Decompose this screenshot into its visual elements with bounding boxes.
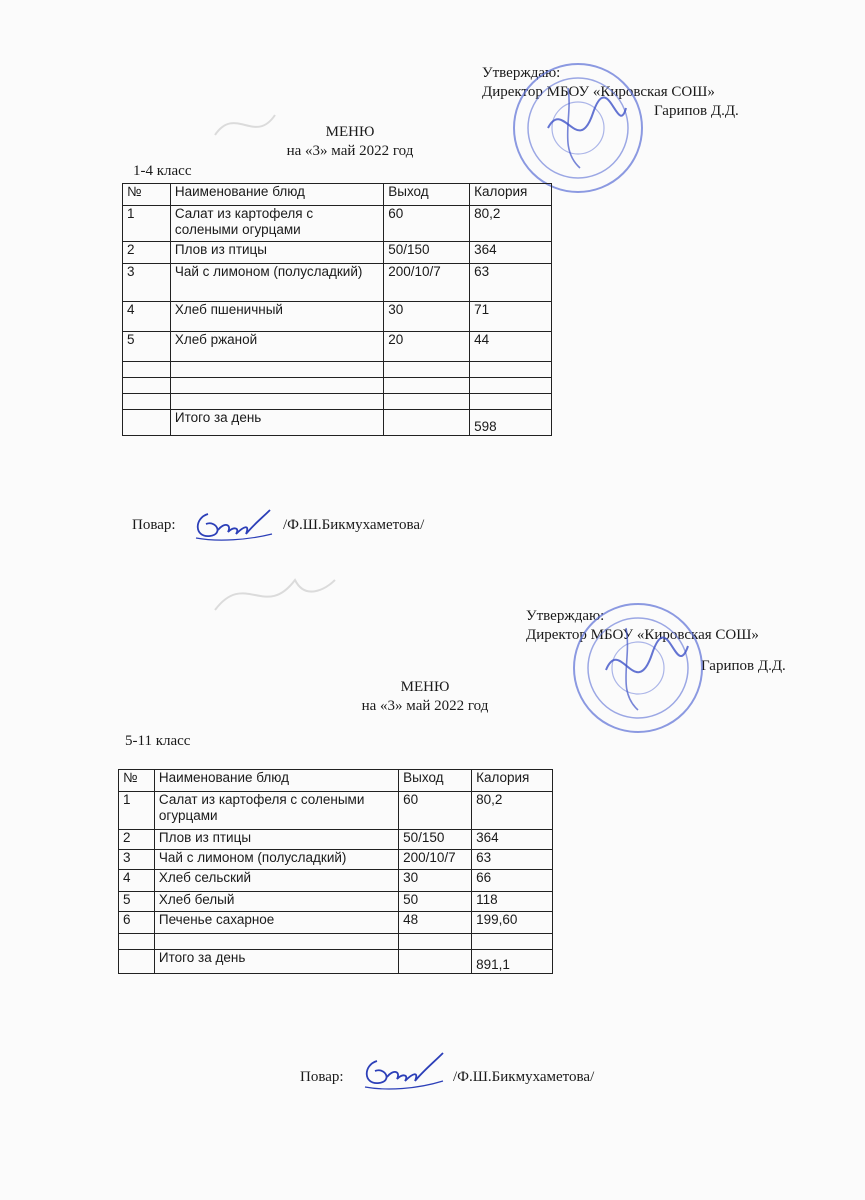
menu-header-2: [300, 678, 550, 716]
col-header-calories: Калория: [470, 184, 552, 206]
class-label-2: 5-11 класс: [125, 733, 191, 749]
cook-signature-1: [188, 500, 278, 546]
table-row: [123, 206, 552, 242]
row-number: 5: [119, 892, 155, 912]
row-dish: Плов из птицы: [170, 242, 383, 264]
menu-title: МЕНЮ: [325, 124, 375, 140]
col-header-portion: Выход: [384, 184, 470, 206]
row-dish: Салат из картофеля с солеными огурцами: [154, 792, 398, 830]
row-portion: 200/10/7: [384, 264, 470, 302]
col-header-calories: Калория: [472, 770, 553, 792]
row-dish: Плов из птицы: [154, 830, 398, 850]
cook-label-1: Повар:: [132, 517, 176, 533]
col-header-dish: Наименование блюд: [154, 770, 398, 792]
class-label-1: 1-4 класс: [133, 163, 192, 179]
row-dish: Хлеб пшеничный: [170, 302, 383, 332]
total-label: Итого за день: [170, 410, 383, 436]
row-number: 1: [119, 792, 155, 830]
row-number: 6: [119, 912, 155, 934]
row-dish: Печенье сахарное: [154, 912, 398, 934]
col-header-number: №: [119, 770, 155, 792]
approval-position: Директор МБОУ «Кировская СОШ»: [482, 84, 715, 100]
row-number: 3: [123, 264, 171, 302]
row-calories: 63: [470, 264, 552, 302]
cook-name-1: /Ф.Ш.Бикмухаметова/: [283, 517, 425, 533]
menu-table-1: [122, 183, 552, 436]
row-portion: 20: [384, 332, 470, 362]
row-portion: 50: [399, 892, 472, 912]
col-header-portion: Выход: [399, 770, 472, 792]
table-row: [119, 892, 553, 912]
approval-position: Директор МБОУ «Кировская СОШ»: [526, 627, 759, 643]
table-row: [119, 912, 553, 934]
table-total-row: [123, 410, 552, 436]
table-total-row: [119, 950, 553, 974]
row-calories: 80,2: [470, 206, 552, 242]
row-portion: 48: [399, 912, 472, 934]
table-header-row: [123, 184, 552, 206]
row-calories: 118: [472, 892, 553, 912]
table-row-empty: [123, 378, 552, 394]
row-dish: Салат из картофеля с солеными огурцами: [170, 206, 383, 242]
row-dish: Хлеб белый: [154, 892, 398, 912]
row-calories: 80,2: [472, 792, 553, 830]
row-portion: 50/150: [384, 242, 470, 264]
table-row-empty: [123, 362, 552, 378]
total-value: 891,1: [472, 950, 553, 974]
menu-table-2: [118, 769, 553, 974]
row-portion: 50/150: [399, 830, 472, 850]
show-through-mark: [205, 560, 345, 630]
menu-title: МЕНЮ: [400, 679, 450, 695]
row-dish: Хлеб ржаной: [170, 332, 383, 362]
row-calories: 44: [470, 332, 552, 362]
table-row: [123, 264, 552, 302]
approval-director-name: Гарипов Д.Д.: [654, 103, 739, 119]
show-through-mark: [205, 95, 285, 155]
approval-label: Утверждаю:: [482, 65, 561, 81]
table-header-row: [119, 770, 553, 792]
row-portion: 60: [399, 792, 472, 830]
row-dish: Хлеб сельский: [154, 870, 398, 892]
table-row: [119, 830, 553, 850]
cook-signature-2: [355, 1045, 450, 1095]
table-row: [123, 242, 552, 264]
total-value: 598: [470, 410, 552, 436]
row-number: 2: [119, 830, 155, 850]
table-row-empty: [119, 934, 553, 950]
round-stamp-1: [508, 58, 648, 198]
approval-label: Утверждаю:: [526, 608, 605, 624]
table-row-empty: [123, 394, 552, 410]
row-calories: 364: [470, 242, 552, 264]
table-row: [119, 870, 553, 892]
row-number: 3: [119, 850, 155, 870]
row-portion: 30: [384, 302, 470, 332]
col-header-number: №: [123, 184, 171, 206]
row-calories: 71: [470, 302, 552, 332]
round-stamp-2: [568, 598, 708, 738]
total-label: Итого за день: [154, 950, 398, 974]
row-calories: 66: [472, 870, 553, 892]
row-number: 4: [123, 302, 171, 332]
col-header-dish: Наименование блюд: [170, 184, 383, 206]
row-dish: Чай с лимоном (полусладкий): [170, 264, 383, 302]
table-row: [123, 332, 552, 362]
row-number: 4: [119, 870, 155, 892]
menu-date: на «3» май 2022 год: [361, 698, 489, 714]
menu-date: на «3» май 2022 год: [286, 143, 414, 159]
cook-label-2: Повар:: [300, 1069, 344, 1085]
approval-director-name: Гарипов Д.Д.: [701, 658, 786, 674]
row-portion: 30: [399, 870, 472, 892]
table-row: [119, 850, 553, 870]
row-calories: 63: [472, 850, 553, 870]
row-number: 2: [123, 242, 171, 264]
cook-name-2: /Ф.Ш.Бикмухаметова/: [453, 1069, 595, 1085]
row-number: 1: [123, 206, 171, 242]
row-portion: 200/10/7: [399, 850, 472, 870]
row-calories: 199,60: [472, 912, 553, 934]
row-number: 5: [123, 332, 171, 362]
table-row: [123, 302, 552, 332]
row-calories: 364: [472, 830, 553, 850]
row-dish: Чай с лимоном (полусладкий): [154, 850, 398, 870]
table-row: [119, 792, 553, 830]
row-portion: 60: [384, 206, 470, 242]
